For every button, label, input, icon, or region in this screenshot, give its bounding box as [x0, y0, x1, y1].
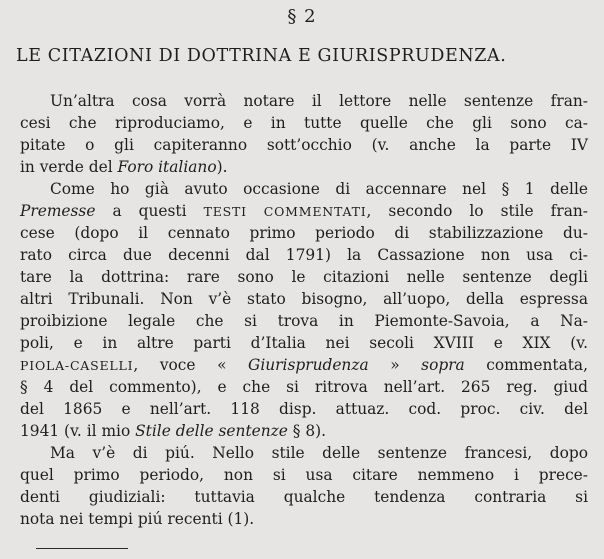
- paragraph-3: [20, 442, 588, 530]
- text-run: , secondo lo stile fran-: [366, 202, 588, 220]
- text-line: proibizione legale che si trova in Piemonte-Savoia, a Na-: [20, 312, 588, 330]
- text-run: , voce «: [133, 356, 249, 374]
- text-line: denti giudiziali: tuttavia qualche tendenza contraria si: [20, 488, 588, 506]
- paragraph-1: [20, 90, 588, 178]
- italic-run: Premesse: [20, 202, 96, 220]
- text-line: pitate o gli capiteranno sott’occhio (v. anche la parte IV: [20, 136, 588, 154]
- text-line: cese (dopo il cennato primo periodo di stabilizzazione du-: [20, 224, 588, 242]
- text-run: commentata,: [464, 356, 588, 374]
- text-line: Ma v’è di piú. Nello stile delle sentenze francesi, dopo: [50, 444, 588, 462]
- text-line: quel primo periodo, non si usa citare nemmeno i prece-: [20, 466, 588, 484]
- section-number: § 2: [287, 6, 317, 27]
- text-line: Come ho già avuto occasione di accennare nel § 1 delle: [50, 180, 588, 198]
- text-run: 1941 (v. il mio: [20, 422, 136, 440]
- text-run: in verde del: [20, 158, 118, 176]
- footnote-divider: [36, 548, 128, 549]
- text-line: altri Tribunali. Non v’è stato bisogno, all’uopo, della espressa: [20, 290, 588, 308]
- text-run: ).: [216, 158, 228, 176]
- text-line: [20, 420, 588, 442]
- small-caps-run: TESTI COMMENTATI: [203, 204, 367, 219]
- text-line: [20, 156, 588, 178]
- paragraph-2: [20, 178, 588, 442]
- italic-run: sopra: [421, 356, 465, 374]
- section-title: LE CITAZIONI DI DOTTRINA E GIURISPRUDENZA.: [16, 46, 507, 66]
- text-line: Un’altra cosa vorrà notare il lettore nelle sentenze fran-: [50, 92, 588, 110]
- text-line: [20, 200, 588, 222]
- text-run: § 8).: [287, 422, 327, 440]
- text-line: tare la dottrina: rare sono le citazioni nelle sentenze degli: [20, 268, 588, 286]
- text-line: § 4 del commento), e che si ritrova nell’art. 265 reg. giud: [20, 378, 588, 396]
- italic-run: Giurisprudenza: [248, 356, 369, 374]
- text-line: nota nei tempi piú recenti (1).: [20, 510, 255, 528]
- text-line: poli, e in altre parti d’Italia nei secoli XVIII e XIX (v.: [20, 334, 588, 352]
- text-run: a questi: [95, 202, 204, 220]
- italic-run: Foro italiano: [117, 158, 217, 176]
- italic-run: Stile delle sentenze: [135, 422, 288, 440]
- text-line: del 1865 e nell’art. 118 disp. attuaz. cod. proc. civ. del: [20, 400, 588, 418]
- text-line: rato circa due decenni dal 1791) la Cassazione non usa ci-: [20, 246, 588, 264]
- text-line: cesi che riproduciamo, e in tutte quelle che gli sono ca-: [20, 114, 588, 132]
- text-line: [20, 354, 588, 376]
- text-run: »: [368, 356, 422, 374]
- small-caps-run: PIOLA-CASELLI: [20, 358, 134, 373]
